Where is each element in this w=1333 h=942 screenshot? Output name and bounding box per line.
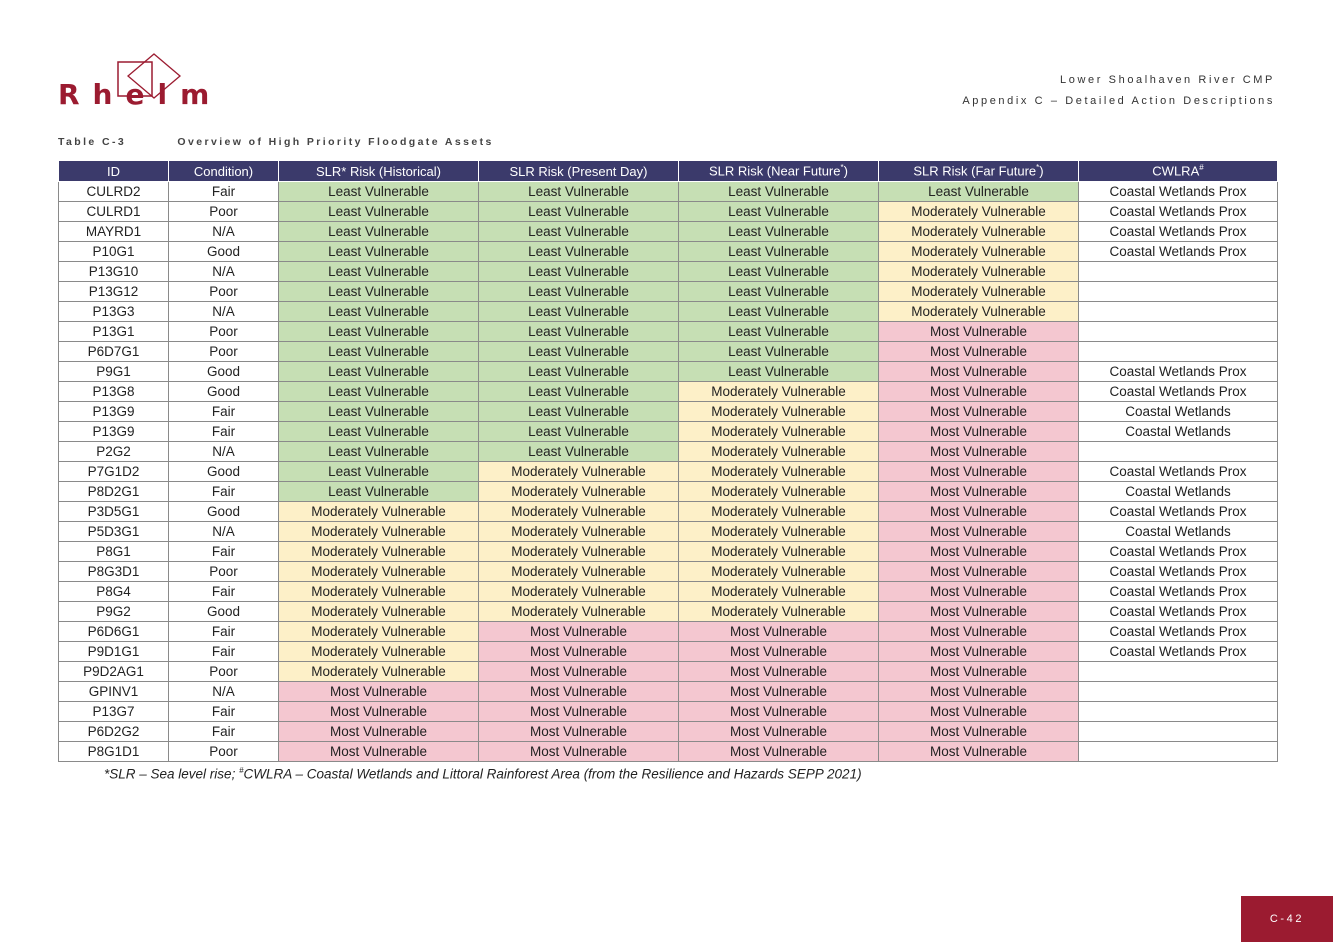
table-row: [59, 602, 1278, 622]
table-cell: Coastal Wetlands Prox: [1079, 202, 1278, 222]
column-header-sup: #: [1199, 163, 1204, 173]
table-cell: P9G2: [59, 602, 169, 622]
table-cell: Moderately Vulnerable: [679, 522, 879, 542]
table-cell: Coastal Wetlands Prox: [1079, 562, 1278, 582]
table-row: [59, 702, 1278, 722]
table-cell: Least Vulnerable: [479, 362, 679, 382]
table-cell: Most Vulnerable: [279, 702, 479, 722]
table-cell: Coastal Wetlands Prox: [1079, 362, 1278, 382]
table-row: [59, 222, 1278, 242]
table-cell: Least Vulnerable: [479, 422, 679, 442]
table-cell: Most Vulnerable: [879, 522, 1079, 542]
table-cell: Moderately Vulnerable: [879, 282, 1079, 302]
footnote-part2: CWLRA – Coastal Wetlands and Littoral Rainforest Area (from the Resilience and Hazards SEPP 2021): [243, 766, 862, 782]
column-header-text: SLR* Risk (Historical): [316, 163, 441, 179]
table-cell: Good: [169, 242, 279, 262]
document-title: Lower Shoalhaven River CMP: [1060, 74, 1275, 86]
table-cell: Least Vulnerable: [679, 242, 879, 262]
table-cell: P13G9: [59, 402, 169, 422]
table-cell: [1079, 722, 1278, 742]
table-cell: Most Vulnerable: [879, 602, 1079, 622]
column-header-text: CWLRA: [1152, 163, 1200, 179]
table-cell: Least Vulnerable: [279, 482, 479, 502]
column-header-suffix: ): [843, 163, 848, 179]
table-cell: Fair: [169, 542, 279, 562]
table-row: [59, 342, 1278, 362]
table-cell: Moderately Vulnerable: [679, 482, 879, 502]
table-cell: P13G10: [59, 262, 169, 282]
table-cell: Moderately Vulnerable: [279, 502, 479, 522]
table-cell: Poor: [169, 202, 279, 222]
table-cell: Most Vulnerable: [679, 642, 879, 662]
column-header-text: Condition): [193, 163, 254, 179]
table-cell: N/A: [169, 682, 279, 702]
table-cell: Moderately Vulnerable: [679, 422, 879, 442]
table-cell: Coastal Wetlands: [1079, 522, 1278, 542]
table-cell: Coastal Wetlands Prox: [1079, 502, 1278, 522]
table-cell: Most Vulnerable: [679, 622, 879, 642]
table-cell: N/A: [169, 522, 279, 542]
table-cell: Moderately Vulnerable: [879, 202, 1079, 222]
table-cell: Most Vulnerable: [879, 722, 1079, 742]
table-cell: Moderately Vulnerable: [679, 502, 879, 522]
column-header: [1079, 161, 1278, 182]
table-cell: P8D2G1: [59, 482, 169, 502]
table-row: [59, 742, 1278, 762]
table-cell: Moderately Vulnerable: [279, 602, 479, 622]
table-cell: CULRD2: [59, 182, 169, 202]
table-cell: CULRD1: [59, 202, 169, 222]
table-row: [59, 462, 1278, 482]
table-cell: P13G9: [59, 422, 169, 442]
table-row: [59, 562, 1278, 582]
table-cell: Fair: [169, 702, 279, 722]
table-cell: Least Vulnerable: [279, 462, 479, 482]
table-cell: Fair: [169, 622, 279, 642]
table-cell: GPINV1: [59, 682, 169, 702]
table-cell: Moderately Vulnerable: [279, 622, 479, 642]
table-row: [59, 642, 1278, 662]
table-row: [59, 482, 1278, 502]
table-cell: P8G1: [59, 542, 169, 562]
table-cell: Least Vulnerable: [479, 182, 679, 202]
table-cell: Most Vulnerable: [879, 402, 1079, 422]
table-cell: P13G1: [59, 322, 169, 342]
table-cell: P13G3: [59, 302, 169, 322]
column-header: [679, 161, 879, 182]
column-header: [59, 161, 169, 182]
table-cell: P6D2G2: [59, 722, 169, 742]
table-cell: Least Vulnerable: [479, 222, 679, 242]
table-cell: Good: [169, 362, 279, 382]
table-cell: Most Vulnerable: [879, 362, 1079, 382]
table-body: [59, 182, 1278, 762]
page-number-badge: [1241, 896, 1333, 942]
table-cell: Good: [169, 382, 279, 402]
table-cell: Most Vulnerable: [879, 442, 1079, 462]
footnote-part1: *SLR – Sea level rise;: [104, 766, 240, 782]
table-cell: [1079, 342, 1278, 362]
table-cell: Poor: [169, 742, 279, 762]
table-cell: Least Vulnerable: [479, 342, 679, 362]
table-cell: Moderately Vulnerable: [279, 642, 479, 662]
column-header: [169, 161, 279, 182]
table-cell: Fair: [169, 402, 279, 422]
table-cell: Most Vulnerable: [879, 342, 1079, 362]
table-cell: Least Vulnerable: [479, 302, 679, 322]
table-cell: Most Vulnerable: [679, 682, 879, 702]
column-header-text: SLR Risk (Far Future: [913, 163, 1037, 179]
table-cell: Least Vulnerable: [679, 302, 879, 322]
table-cell: Coastal Wetlands Prox: [1079, 462, 1278, 482]
table-cell: N/A: [169, 302, 279, 322]
table-cell: P10G1: [59, 242, 169, 262]
table-cell: [1079, 262, 1278, 282]
table-row: [59, 522, 1278, 542]
table-cell: N/A: [169, 262, 279, 282]
table-cell: P2G2: [59, 442, 169, 462]
table-cell: Most Vulnerable: [879, 662, 1079, 682]
table-row: [59, 402, 1278, 422]
table-cell: Least Vulnerable: [479, 282, 679, 302]
table-cell: Poor: [169, 562, 279, 582]
table-cell: Least Vulnerable: [879, 182, 1079, 202]
table-cell: Most Vulnerable: [679, 702, 879, 722]
table-cell: Poor: [169, 282, 279, 302]
table-row: [59, 362, 1278, 382]
table-cell: Coastal Wetlands: [1079, 402, 1278, 422]
table-cell: Least Vulnerable: [679, 262, 879, 282]
table-cell: Good: [169, 602, 279, 622]
table-cell: Least Vulnerable: [279, 302, 479, 322]
table-cell: Coastal Wetlands: [1079, 422, 1278, 442]
table-cell: Most Vulnerable: [879, 462, 1079, 482]
table-cell: Moderately Vulnerable: [279, 662, 479, 682]
table-cell: Least Vulnerable: [479, 442, 679, 462]
table-caption-title: Overview of High Priority Floodgate Assets: [177, 136, 494, 148]
table-cell: Least Vulnerable: [679, 182, 879, 202]
table-row: [59, 622, 1278, 642]
table-cell: Most Vulnerable: [879, 682, 1079, 702]
column-header-sup: *: [1036, 163, 1040, 173]
footnote-sup: #: [239, 766, 244, 775]
table-cell: Good: [169, 502, 279, 522]
table-cell: Most Vulnerable: [679, 662, 879, 682]
table-cell: Moderately Vulnerable: [879, 302, 1079, 322]
table-cell: Moderately Vulnerable: [879, 242, 1079, 262]
column-header-text: SLR Risk (Near Future: [709, 163, 841, 179]
table-cell: Moderately Vulnerable: [479, 582, 679, 602]
table-cell: Most Vulnerable: [279, 682, 479, 702]
column-header: [279, 161, 479, 182]
table-cell: Moderately Vulnerable: [479, 502, 679, 522]
table-row: [59, 182, 1278, 202]
table-cell: Moderately Vulnerable: [479, 462, 679, 482]
table-row: [59, 282, 1278, 302]
table-cell: Moderately Vulnerable: [879, 262, 1079, 282]
table-row: [59, 302, 1278, 322]
table-cell: Least Vulnerable: [279, 362, 479, 382]
table-cell: P8G4: [59, 582, 169, 602]
table-cell: Least Vulnerable: [279, 182, 479, 202]
table-row: [59, 582, 1278, 602]
column-header-suffix: ): [1039, 163, 1044, 179]
table-cell: Least Vulnerable: [679, 362, 879, 382]
table-cell: P9G1: [59, 362, 169, 382]
table-cell: Fair: [169, 182, 279, 202]
table-cell: P3D5G1: [59, 502, 169, 522]
table-cell: Least Vulnerable: [679, 282, 879, 302]
table-cell: [1079, 682, 1278, 702]
table-cell: [1079, 322, 1278, 342]
table-cell: Moderately Vulnerable: [679, 562, 879, 582]
table-row: [59, 542, 1278, 562]
table-row: [59, 322, 1278, 342]
floodgate-assets-table: [58, 160, 1278, 762]
table-cell: Least Vulnerable: [679, 342, 879, 362]
table-cell: Coastal Wetlands Prox: [1079, 582, 1278, 602]
table-cell: Least Vulnerable: [479, 402, 679, 422]
table-cell: [1079, 742, 1278, 762]
table-cell: P8G1D1: [59, 742, 169, 762]
table-cell: Most Vulnerable: [479, 682, 679, 702]
table-cell: Most Vulnerable: [479, 742, 679, 762]
table-cell: Moderately Vulnerable: [279, 522, 479, 542]
table-cell: P13G8: [59, 382, 169, 402]
table-cell: Moderately Vulnerable: [279, 562, 479, 582]
appendix-title: Appendix C – Detailed Action Descriptions: [962, 95, 1275, 107]
table-cell: Moderately Vulnerable: [279, 582, 479, 602]
table-row: [59, 202, 1278, 222]
page-number: C-42: [1269, 913, 1305, 925]
table-cell: Moderately Vulnerable: [479, 482, 679, 502]
table-cell: Poor: [169, 662, 279, 682]
table-cell: P13G12: [59, 282, 169, 302]
table-cell: Least Vulnerable: [679, 322, 879, 342]
rhelm-logo: [58, 52, 228, 112]
table-cell: [1079, 662, 1278, 682]
table-cell: Most Vulnerable: [479, 622, 679, 642]
table-cell: Most Vulnerable: [879, 382, 1079, 402]
table-row: [59, 682, 1278, 702]
table-cell: Most Vulnerable: [879, 582, 1079, 602]
table-cell: Least Vulnerable: [279, 422, 479, 442]
table-cell: Moderately Vulnerable: [679, 442, 879, 462]
table-cell: Moderately Vulnerable: [679, 542, 879, 562]
table-cell: Least Vulnerable: [479, 202, 679, 222]
table-cell: Most Vulnerable: [879, 562, 1079, 582]
table-cell: Most Vulnerable: [879, 322, 1079, 342]
table-cell: Coastal Wetlands Prox: [1079, 182, 1278, 202]
table-cell: P8G3D1: [59, 562, 169, 582]
table-cell: Least Vulnerable: [279, 262, 479, 282]
logo-text: Rhelm: [58, 78, 223, 111]
table-cell: Coastal Wetlands: [1079, 482, 1278, 502]
column-header: [879, 161, 1079, 182]
table-cell: P9D1G1: [59, 642, 169, 662]
table-cell: Poor: [169, 342, 279, 362]
table-cell: Least Vulnerable: [279, 442, 479, 462]
table-cell: Least Vulnerable: [279, 282, 479, 302]
table-cell: Least Vulnerable: [279, 382, 479, 402]
table-cell: Coastal Wetlands Prox: [1079, 642, 1278, 662]
table-row: [59, 262, 1278, 282]
table-cell: Moderately Vulnerable: [879, 222, 1079, 242]
column-header-text: ID: [107, 163, 120, 179]
table-cell: Most Vulnerable: [679, 722, 879, 742]
table-cell: Good: [169, 462, 279, 482]
table-cell: P6D7G1: [59, 342, 169, 362]
table-row: [59, 422, 1278, 442]
table-cell: N/A: [169, 442, 279, 462]
table-cell: P13G7: [59, 702, 169, 722]
column-header-text: SLR Risk (Present Day): [509, 163, 648, 179]
table-cell: P6D6G1: [59, 622, 169, 642]
table-cell: Least Vulnerable: [479, 322, 679, 342]
table-cell: Least Vulnerable: [679, 222, 879, 242]
table-header-row: [59, 161, 1278, 182]
table-cell: Most Vulnerable: [879, 742, 1079, 762]
table-cell: Moderately Vulnerable: [679, 402, 879, 422]
table-cell: Most Vulnerable: [879, 622, 1079, 642]
table-cell: Moderately Vulnerable: [479, 562, 679, 582]
table-cell: Least Vulnerable: [279, 402, 479, 422]
table-cell: [1079, 282, 1278, 302]
table-cell: P5D3G1: [59, 522, 169, 542]
table-cell: Most Vulnerable: [879, 502, 1079, 522]
table-cell: [1079, 442, 1278, 462]
table-cell: Least Vulnerable: [279, 242, 479, 262]
table-cell: P9D2AG1: [59, 662, 169, 682]
table-cell: Most Vulnerable: [679, 742, 879, 762]
table-cell: Least Vulnerable: [479, 382, 679, 402]
table-cell: Least Vulnerable: [279, 202, 479, 222]
table-row: [59, 662, 1278, 682]
table-cell: N/A: [169, 222, 279, 242]
table-cell: Fair: [169, 482, 279, 502]
table-cell: Coastal Wetlands Prox: [1079, 602, 1278, 622]
table-cell: Moderately Vulnerable: [279, 542, 479, 562]
table-cell: Least Vulnerable: [479, 242, 679, 262]
table-cell: Poor: [169, 322, 279, 342]
table-cell: Coastal Wetlands Prox: [1079, 222, 1278, 242]
table-caption: [58, 136, 494, 148]
table-cell: Least Vulnerable: [479, 262, 679, 282]
table-cell: Least Vulnerable: [279, 222, 479, 242]
table-row: [59, 722, 1278, 742]
table-cell: Most Vulnerable: [479, 722, 679, 742]
table-cell: Coastal Wetlands Prox: [1079, 622, 1278, 642]
table-cell: Moderately Vulnerable: [679, 462, 879, 482]
table-cell: Coastal Wetlands Prox: [1079, 242, 1278, 262]
table-cell: Most Vulnerable: [879, 542, 1079, 562]
table-row: [59, 382, 1278, 402]
table-cell: MAYRD1: [59, 222, 169, 242]
table-cell: Most Vulnerable: [279, 742, 479, 762]
table-footnote: [104, 766, 862, 782]
table-caption-label: Table C-3: [58, 136, 127, 148]
table-row: [59, 502, 1278, 522]
table-cell: Moderately Vulnerable: [679, 382, 879, 402]
table-cell: Moderately Vulnerable: [479, 522, 679, 542]
column-header-sup: *: [840, 163, 844, 173]
table-cell: Moderately Vulnerable: [679, 582, 879, 602]
table-cell: P7G1D2: [59, 462, 169, 482]
table-cell: Least Vulnerable: [279, 342, 479, 362]
table-cell: [1079, 702, 1278, 722]
table-cell: Moderately Vulnerable: [679, 602, 879, 622]
table-cell: Coastal Wetlands Prox: [1079, 382, 1278, 402]
table-cell: Most Vulnerable: [279, 722, 479, 742]
table-cell: Least Vulnerable: [279, 322, 479, 342]
table-cell: [1079, 302, 1278, 322]
table-cell: Fair: [169, 722, 279, 742]
table-cell: Most Vulnerable: [879, 702, 1079, 722]
table-cell: Fair: [169, 422, 279, 442]
table-cell: Moderately Vulnerable: [479, 602, 679, 622]
table-cell: Coastal Wetlands Prox: [1079, 542, 1278, 562]
table-cell: Most Vulnerable: [479, 642, 679, 662]
table-row: [59, 442, 1278, 462]
table-cell: Most Vulnerable: [479, 662, 679, 682]
table-cell: Fair: [169, 642, 279, 662]
table-row: [59, 242, 1278, 262]
table-cell: Most Vulnerable: [879, 642, 1079, 662]
table-cell: Most Vulnerable: [879, 482, 1079, 502]
column-header: [479, 161, 679, 182]
table-cell: Moderately Vulnerable: [479, 542, 679, 562]
table-cell: Fair: [169, 582, 279, 602]
table-cell: Least Vulnerable: [679, 202, 879, 222]
table-cell: Most Vulnerable: [879, 422, 1079, 442]
table-cell: Most Vulnerable: [479, 702, 679, 722]
